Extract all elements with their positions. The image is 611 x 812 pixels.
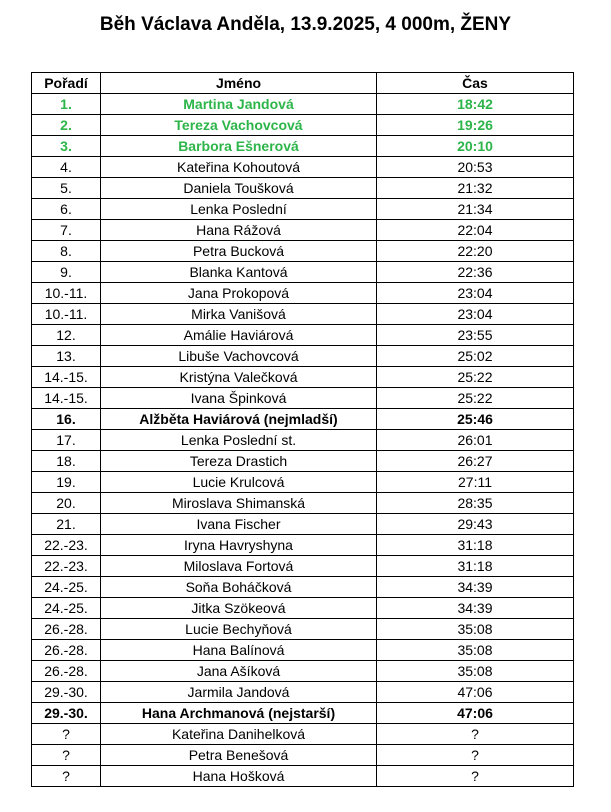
table-row — [32, 472, 574, 493]
cell-time: 20:10 — [377, 136, 574, 157]
cell-name: Hana Archmanová (nejstarší) — [101, 703, 377, 724]
table-row — [32, 241, 574, 262]
table-row — [32, 766, 574, 787]
cell-time: 27:11 — [377, 472, 574, 493]
cell-rank: 10.-11. — [32, 304, 101, 325]
cell-rank: 1. — [32, 94, 101, 115]
cell-rank: 14.-15. — [32, 388, 101, 409]
cell-time: 28:35 — [377, 493, 574, 514]
table-row — [32, 598, 574, 619]
cell-rank: ? — [32, 724, 101, 745]
cell-time: 23:55 — [377, 325, 574, 346]
cell-rank: 22.-23. — [32, 556, 101, 577]
table-row — [32, 682, 574, 703]
table-row — [32, 619, 574, 640]
cell-name: Jitka Szökeová — [101, 598, 377, 619]
cell-rank: 4. — [32, 157, 101, 178]
cell-rank: 24.-25. — [32, 577, 101, 598]
table-row — [32, 367, 574, 388]
table-row — [32, 745, 574, 766]
table-row — [32, 451, 574, 472]
cell-rank: 22.-23. — [32, 535, 101, 556]
column-header-time: Čas — [377, 73, 574, 94]
cell-time: 21:32 — [377, 178, 574, 199]
cell-name: Petra Benešová — [101, 745, 377, 766]
cell-name: Hana Hošková — [101, 766, 377, 787]
column-header-rank: Pořadí — [32, 73, 101, 94]
cell-name: Kateřina Danihelková — [101, 724, 377, 745]
cell-time: 29:43 — [377, 514, 574, 535]
cell-rank: 6. — [32, 199, 101, 220]
cell-time: 35:08 — [377, 640, 574, 661]
table-row — [32, 577, 574, 598]
cell-name: Petra Bucková — [101, 241, 377, 262]
cell-time: ? — [377, 724, 574, 745]
cell-rank: 7. — [32, 220, 101, 241]
cell-name: Martina Jandová — [101, 94, 377, 115]
cell-name: Tereza Vachovcová — [101, 115, 377, 136]
cell-rank: 14.-15. — [32, 367, 101, 388]
cell-name: Ivana Fischer — [101, 514, 377, 535]
table-row — [32, 556, 574, 577]
cell-name: Lenka Poslední st. — [101, 430, 377, 451]
table-row — [32, 94, 574, 115]
cell-time: 20:53 — [377, 157, 574, 178]
cell-time: 23:04 — [377, 283, 574, 304]
cell-name: Blanka Kantová — [101, 262, 377, 283]
cell-rank: 20. — [32, 493, 101, 514]
cell-name: Lucie Bechyňová — [101, 619, 377, 640]
table-row — [32, 283, 574, 304]
cell-time: ? — [377, 766, 574, 787]
cell-time: 25:22 — [377, 367, 574, 388]
table-row — [32, 220, 574, 241]
table-row — [32, 262, 574, 283]
cell-time: 35:08 — [377, 661, 574, 682]
cell-rank: 29.-30. — [32, 682, 101, 703]
cell-time: 31:18 — [377, 535, 574, 556]
cell-name: Alžběta Haviárová (nejmladší) — [101, 409, 377, 430]
cell-time: 25:02 — [377, 346, 574, 367]
table-row — [32, 430, 574, 451]
table-row — [32, 661, 574, 682]
cell-rank: 13. — [32, 346, 101, 367]
cell-rank: 8. — [32, 241, 101, 262]
cell-name: Lenka Poslední — [101, 199, 377, 220]
page-title: Běh Václava Anděla, 13.9.2025, 4 000m, ŽENY — [99, 14, 512, 35]
cell-time: 21:34 — [377, 199, 574, 220]
cell-rank: 16. — [32, 409, 101, 430]
table-row — [32, 388, 574, 409]
cell-name: Kristýna Valečková — [101, 367, 377, 388]
cell-name: Kateřina Kohoutová — [101, 157, 377, 178]
table-header-row — [32, 73, 574, 94]
cell-name: Libuše Vachovcová — [101, 346, 377, 367]
cell-rank: 26.-28. — [32, 619, 101, 640]
table-row — [32, 115, 574, 136]
cell-rank: ? — [32, 766, 101, 787]
cell-rank: 21. — [32, 514, 101, 535]
cell-name: Mirka Vanišová — [101, 304, 377, 325]
cell-time: 34:39 — [377, 577, 574, 598]
cell-time: 25:46 — [377, 409, 574, 430]
cell-rank: 9. — [32, 262, 101, 283]
cell-name: Jana Prokopová — [101, 283, 377, 304]
cell-rank: 17. — [32, 430, 101, 451]
results-table — [31, 72, 574, 787]
cell-rank: 18. — [32, 451, 101, 472]
cell-name: Miloslava Fortová — [101, 556, 377, 577]
cell-time: 47:06 — [377, 703, 574, 724]
cell-rank: 5. — [32, 178, 101, 199]
cell-rank: 10.-11. — [32, 283, 101, 304]
table-row — [32, 304, 574, 325]
cell-time: 18:42 — [377, 94, 574, 115]
column-header-name: Jméno — [101, 73, 377, 94]
table-row — [32, 703, 574, 724]
table-row — [32, 493, 574, 514]
cell-rank: 24.-25. — [32, 598, 101, 619]
cell-rank: 19. — [32, 472, 101, 493]
table-row — [32, 640, 574, 661]
cell-time: 26:27 — [377, 451, 574, 472]
cell-rank: 3. — [32, 136, 101, 157]
table-row — [32, 724, 574, 745]
cell-rank: ? — [32, 745, 101, 766]
cell-rank: 12. — [32, 325, 101, 346]
cell-time: 31:18 — [377, 556, 574, 577]
table-row — [32, 199, 574, 220]
results-body — [32, 94, 574, 787]
cell-time: 22:36 — [377, 262, 574, 283]
cell-name: Jana Ašíková — [101, 661, 377, 682]
cell-name: Hana Balínová — [101, 640, 377, 661]
cell-time: 22:04 — [377, 220, 574, 241]
cell-rank: 26.-28. — [32, 640, 101, 661]
cell-name: Jarmila Jandová — [101, 682, 377, 703]
cell-time: 47:06 — [377, 682, 574, 703]
cell-time: ? — [377, 745, 574, 766]
cell-time: 25:22 — [377, 388, 574, 409]
table-row — [32, 178, 574, 199]
cell-name: Lucie Krulcová — [101, 472, 377, 493]
cell-time: 34:39 — [377, 598, 574, 619]
table-row — [32, 346, 574, 367]
cell-name: Hana Rážová — [101, 220, 377, 241]
table-row — [32, 325, 574, 346]
cell-time: 35:08 — [377, 619, 574, 640]
cell-name: Tereza Drastich — [101, 451, 377, 472]
cell-name: Amálie Haviárová — [101, 325, 377, 346]
table-row — [32, 514, 574, 535]
cell-name: Soňa Boháčková — [101, 577, 377, 598]
cell-time: 26:01 — [377, 430, 574, 451]
table-row — [32, 409, 574, 430]
cell-rank: 29.-30. — [32, 703, 101, 724]
cell-rank: 26.-28. — [32, 661, 101, 682]
table-row — [32, 136, 574, 157]
table-row — [32, 535, 574, 556]
cell-time: 19:26 — [377, 115, 574, 136]
cell-time: 22:20 — [377, 241, 574, 262]
cell-name: Ivana Špinková — [101, 388, 377, 409]
cell-name: Barbora Ešnerová — [101, 136, 377, 157]
table-row — [32, 157, 574, 178]
cell-name: Daniela Toušková — [101, 178, 377, 199]
cell-rank: 2. — [32, 115, 101, 136]
cell-name: Iryna Havryshyna — [101, 535, 377, 556]
cell-name: Miroslava Shimanská — [101, 493, 377, 514]
cell-time: 23:04 — [377, 304, 574, 325]
